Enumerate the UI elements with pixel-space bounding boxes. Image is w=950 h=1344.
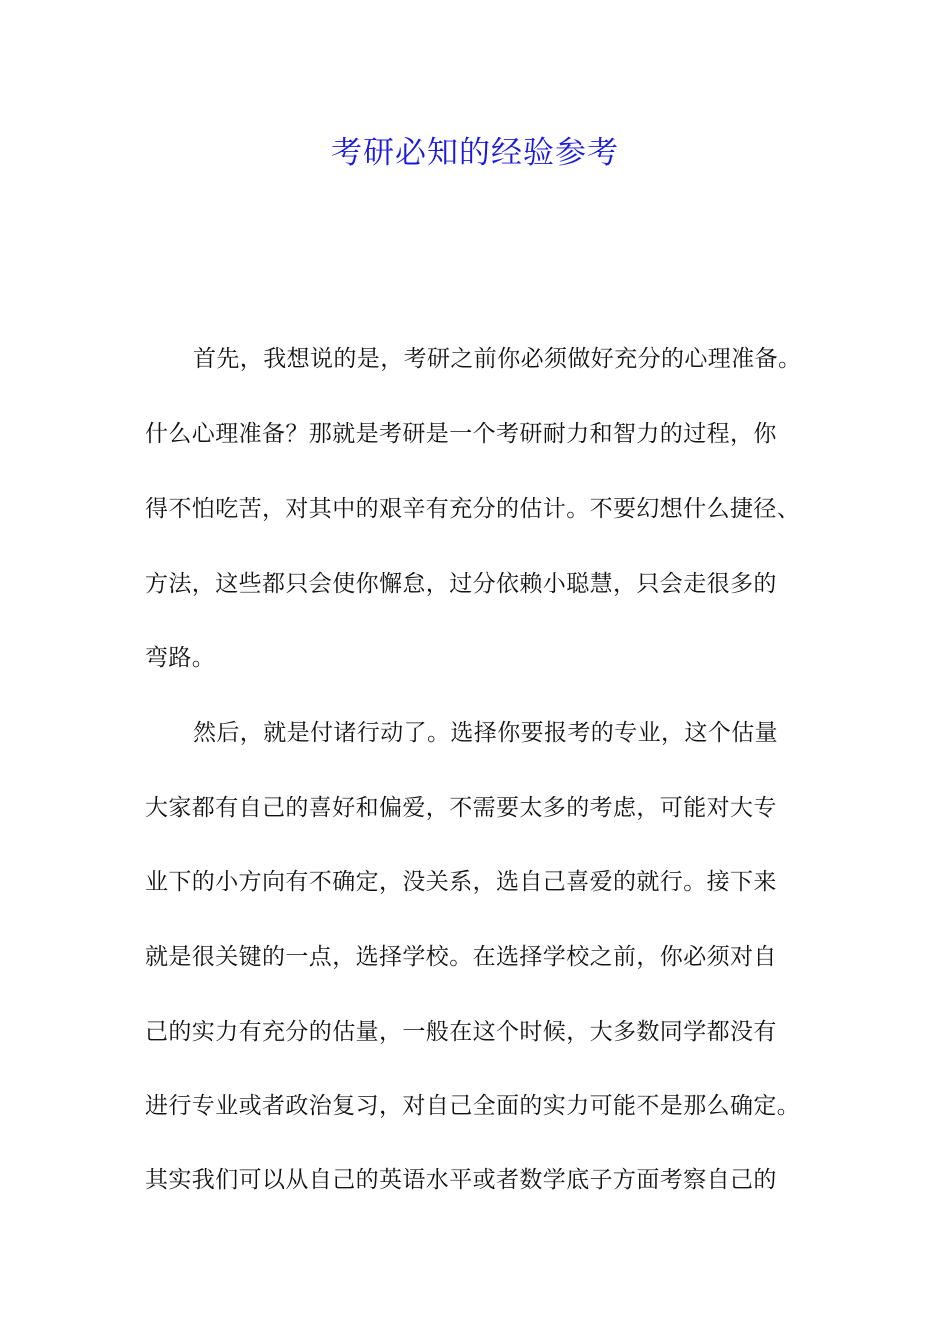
paragraph-1-line-2: 什么心理准备？那就是考研是一个考研耐力和智力的过程，你 (145, 421, 777, 447)
paragraph-2-line-4: 就是很关键的一点，选择学校。在选择学校之前，你必须对自 (145, 944, 777, 970)
paragraph-2-line-7: 其实我们可以从自己的英语水平或者数学底子方面考察自己的 (145, 1167, 777, 1193)
document-title: 考研必知的经验参考 (331, 135, 619, 171)
paragraph-1-line-5: 弯路。 (145, 645, 216, 671)
paragraph-2-line-5: 己的实力有充分的估量，一般在这个时候，大多数同学都没有 (145, 1019, 777, 1045)
paragraph-2-line-3: 业下的小方向有不确定，没关系，选自己喜爱的就行。接下来 (145, 869, 777, 895)
paragraph-2-line-6: 进行专业或者政治复习，对自己全面的实力可能不是那么确定。 (145, 1093, 801, 1119)
paragraph-1-line-3: 得不怕吃苦，对其中的艰辛有充分的估计。不要幻想什么捷径、 (145, 496, 801, 522)
paragraph-1-line-4: 方法，这些都只会使你懈怠，过分依赖小聪慧，只会走很多的 (145, 571, 777, 597)
paragraph-2-line-2: 大家都有自己的喜好和偏爱，不需要太多的考虑，可能对大专 (145, 795, 777, 821)
paragraph-2-line-1: 然后，就是付诸行动了。选择你要报考的专业，这个估量 (193, 720, 778, 746)
paragraph-1-line-1: 首先，我想说的是，考研之前你必须做好充分的心理准备。 (193, 346, 802, 372)
